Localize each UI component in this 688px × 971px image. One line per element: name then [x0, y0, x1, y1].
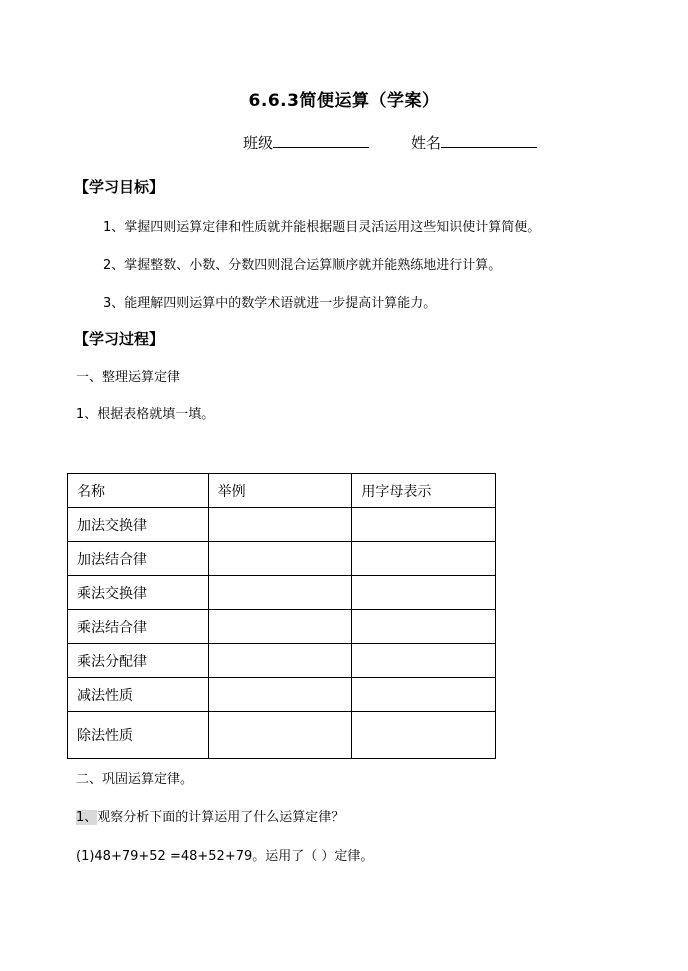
question-number-highlight: 1、 [76, 810, 98, 825]
class-label: 班级 [243, 134, 274, 152]
part2-question-1 [76, 806, 344, 825]
law-name-cell: 乘法分配律 [68, 644, 209, 678]
law-name-cell: 减法性质 [68, 678, 209, 712]
example-cell[interactable] [208, 576, 352, 610]
table-row [68, 508, 496, 542]
law-name-cell: 乘法交换律 [68, 576, 209, 610]
table-header-cell: 名称 [68, 474, 209, 508]
law-name-cell: 加法交换律 [68, 508, 209, 542]
formula-cell[interactable] [352, 610, 496, 644]
table-row [68, 644, 496, 678]
goals-heading: 【学习目标】 [74, 178, 165, 196]
formula-cell[interactable] [352, 508, 496, 542]
process-heading: 【学习过程】 [74, 330, 165, 348]
formula-cell[interactable] [352, 644, 496, 678]
name-label: 姓名 [411, 134, 442, 152]
part1-title: 一、整理运算定律 [76, 370, 181, 385]
page-title: 6.6.3简便运算（学案） [248, 91, 440, 111]
part1-question-1: 1、根据表格就填一填。 [76, 407, 215, 422]
class-blank [273, 133, 369, 148]
table-header-row [68, 474, 496, 508]
law-name-cell: 加法结合律 [68, 542, 209, 576]
name-field [411, 132, 537, 153]
example-cell[interactable] [208, 644, 352, 678]
class-field [243, 132, 369, 153]
goal-item-2: 2、掌握整数、小数、分数四则混合运算顺序就并能熟练地进行计算。 [103, 258, 502, 273]
table-row [68, 610, 496, 644]
goal-item-3: 3、能理解四则运算中的数学术语就进一步提高计算能力。 [103, 296, 437, 311]
formula-cell[interactable] [352, 712, 496, 759]
law-name-cell: 乘法结合律 [68, 610, 209, 644]
formula-cell[interactable] [352, 678, 496, 712]
laws-table [67, 473, 496, 759]
law-name-cell: 除法性质 [68, 712, 209, 759]
formula-cell[interactable] [352, 542, 496, 576]
formula-cell[interactable] [352, 576, 496, 610]
table-row [68, 712, 496, 759]
table-row [68, 576, 496, 610]
example-cell[interactable] [208, 542, 352, 576]
table-header-cell: 举例 [208, 474, 352, 508]
name-blank [441, 133, 537, 148]
example-cell[interactable] [208, 678, 352, 712]
goal-item-1: 1、掌握四则运算定律和性质就并能根据题目灵活运用这些知识使计算简便。 [103, 220, 541, 235]
part2-title: 二、巩固运算定律。 [76, 772, 194, 787]
table-header-cell: 用字母表示 [352, 474, 496, 508]
table-row [68, 542, 496, 576]
question-text: 观察分析下面的计算运用了什么运算定律？ [97, 810, 345, 825]
example-cell[interactable] [208, 508, 352, 542]
example-cell[interactable] [208, 610, 352, 644]
example-cell[interactable] [208, 712, 352, 759]
table-row [68, 678, 496, 712]
part2-question-1-sub-1: (1)48+79+52 =48+52+79。运用了（ ）定律。 [76, 849, 374, 864]
